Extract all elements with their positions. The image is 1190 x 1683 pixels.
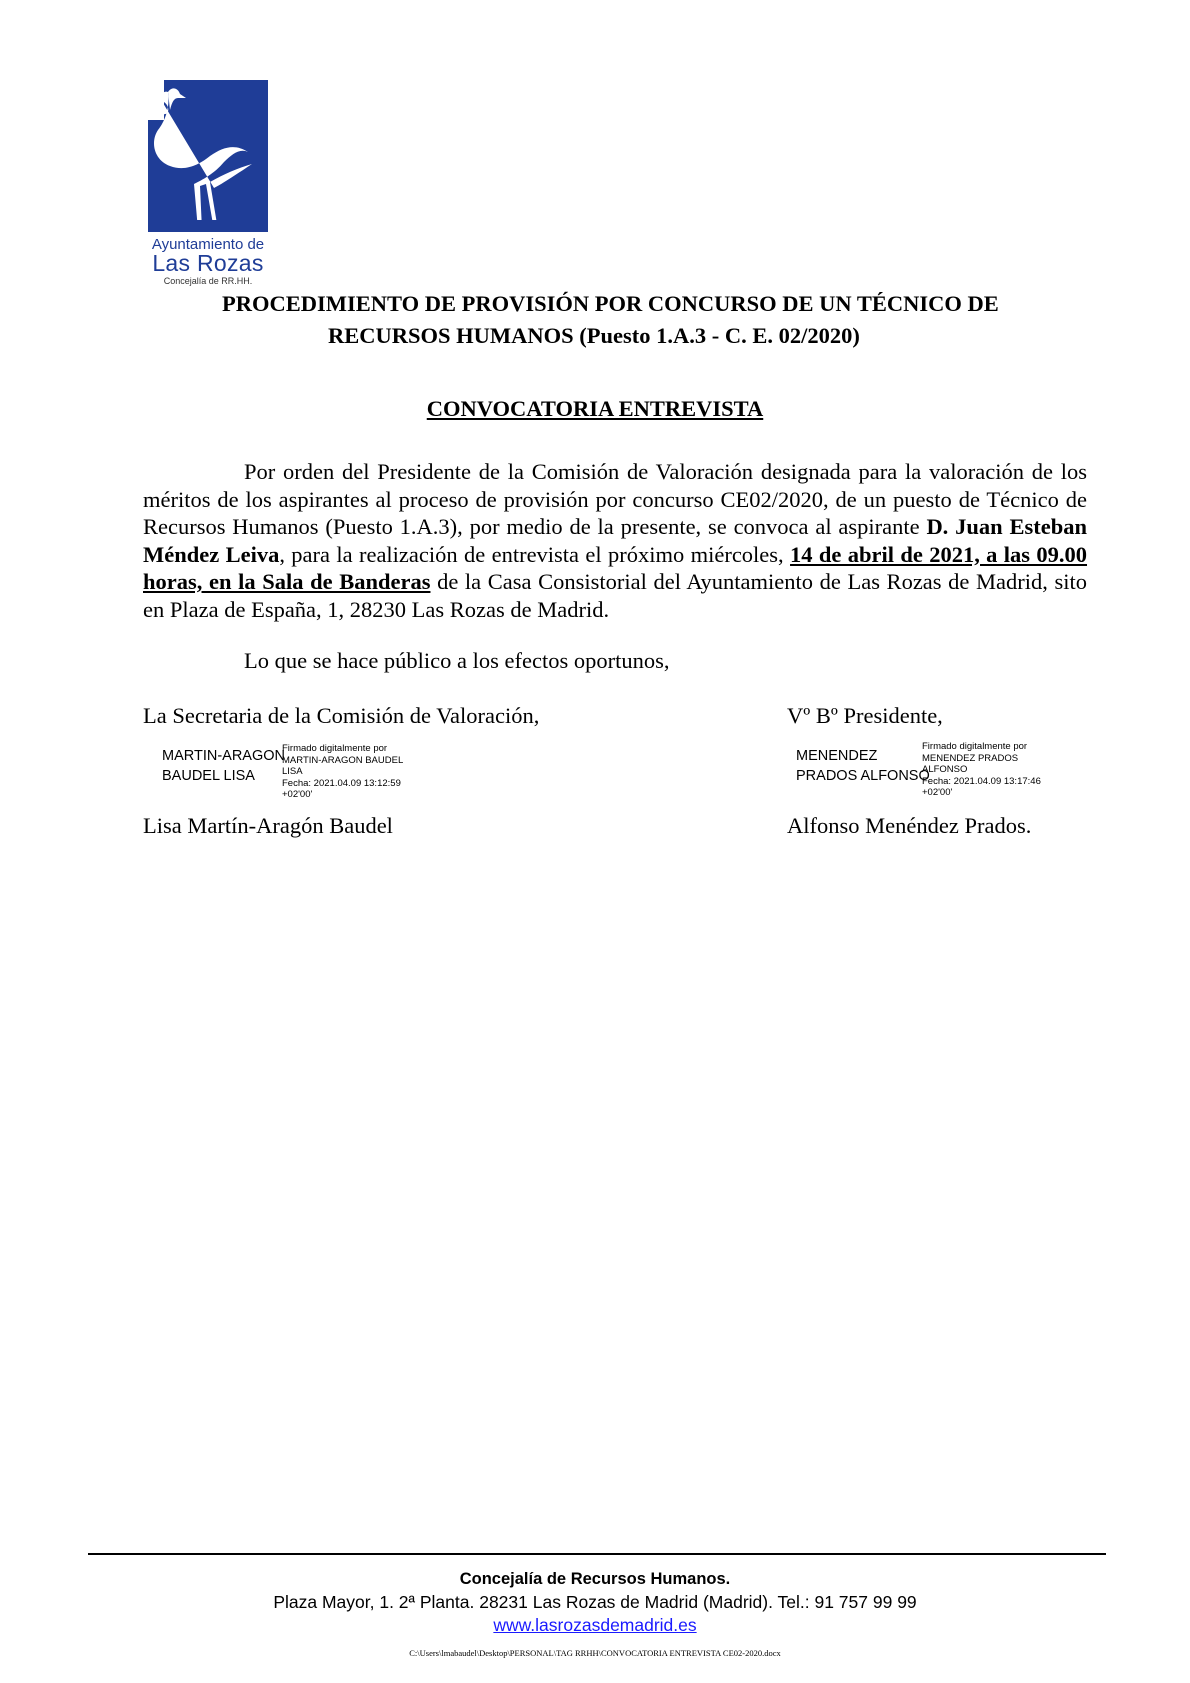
stamp-right-big-1: MENENDEZ [796, 748, 878, 764]
stamp-left-big-1: MARTIN-ARAGON [162, 748, 285, 764]
body-text-part-a: Por orden del Presidente de la Comisión de Valoración designada para la valoración de los méritos de los aspirantes al proceso de provisión por concurso CE02/2020, de un puesto de Técnico de Recursos Humanos (Puesto 1.A.3), por medio de la presente, se convoca al aspirante [143, 459, 1087, 539]
body-paragraph [143, 458, 1087, 623]
stamp-right-big-2: PRADOS ALFONSO [796, 768, 930, 784]
body-text-part-c: de la Casa Consistorial del Ayuntamiento de Las Rozas de Madrid, sito en Plaza de España, 1, 28230 Las Rozas de Madrid. [143, 569, 1087, 622]
stamp-left-small-4: Fecha: 2021.04.09 13:12:59 [282, 777, 401, 789]
stamp-right-small-text [922, 741, 1041, 799]
stamp-left-small-5: +02'00' [282, 789, 313, 801]
stamp-right-small-5: +02'00' [922, 787, 953, 799]
stamp-left-small-text [282, 743, 403, 801]
document-title-line-1: PROCEDIMIENTO DE PROVISIÓN POR CONCURSO DE UN TÉCNICO DE [222, 291, 999, 316]
stamp-left-small-2: MARTIN-ARAGON BAUDEL [282, 754, 404, 766]
footer-department: Concejalía de Recursos Humanos. [459, 1570, 731, 1588]
closing-line: Lo que se hace público a los efectos oportunos, [244, 648, 670, 673]
footer-website-link[interactable]: www.lasrozasdemadrid.es [493, 1615, 697, 1635]
secretary-name: Lisa Martín-Aragón Baudel [143, 813, 393, 838]
stamp-right-small-1: Firmado digitalmente por [922, 741, 1028, 752]
document-title-line-2: RECURSOS HUMANOS (Puesto 1.A.3 - C. E. 02/2020) [328, 323, 860, 348]
stamp-left-small-1: Firmado digitalmente por [282, 743, 388, 754]
stamp-left-small-3: LISA [282, 766, 303, 778]
stamp-right-small-2: MENENDEZ PRADOS [922, 752, 1019, 764]
logo-line-ayuntamiento: Ayuntamiento de [151, 236, 265, 253]
document-subtitle [0, 396, 1190, 422]
candidate-name: D. Juan Esteban Méndez Leiva [143, 514, 1087, 567]
logo-line-concejalia: Concejalía de RR.HH. [163, 276, 253, 286]
heron-logo-icon [140, 80, 276, 232]
footer-file-path: C:\Users\lmabaudel\Desktop\PERSONAL\TAG RRHH\CONVOCATORIA ENTREVISTA CE02-2020.docx [409, 1648, 781, 1658]
body-text-part-b: , para la realización de entrevista el próximo miércoles, [279, 541, 791, 567]
digital-signature-stamp-right [796, 740, 1066, 810]
footer-address: Plaza Mayor, 1. 2ª Planta. 28231 Las Rozas de Madrid (Madrid). Tel.: 91 757 99 99 [273, 1592, 917, 1612]
stamp-left-big-text [162, 746, 285, 786]
ayuntamiento-logo [140, 80, 276, 285]
digital-signature-stamp-left [162, 740, 422, 810]
interview-date-place: 14 de abril de 2021, a las 09.00 horas, en la Sala de Banderas [143, 541, 1088, 594]
stamp-right-big-text [796, 746, 930, 786]
president-name: Alfonso Menéndez Prados. [787, 813, 1032, 838]
secretary-role: La Secretaria de la Comisión de Valoración, [143, 703, 540, 728]
subtitle-text: CONVOCATORIA ENTREVISTA [426, 396, 764, 421]
logo-line-las-rozas: Las Rozas [152, 250, 264, 276]
stamp-left-big-2: BAUDEL LISA [162, 768, 255, 784]
stamp-right-small-3: ALFONSO [922, 764, 968, 776]
stamp-right-small-4: Fecha: 2021.04.09 13:17:46 [922, 775, 1041, 787]
president-role: Vº Bº Presidente, [787, 703, 943, 728]
footer-divider [88, 1553, 1106, 1555]
